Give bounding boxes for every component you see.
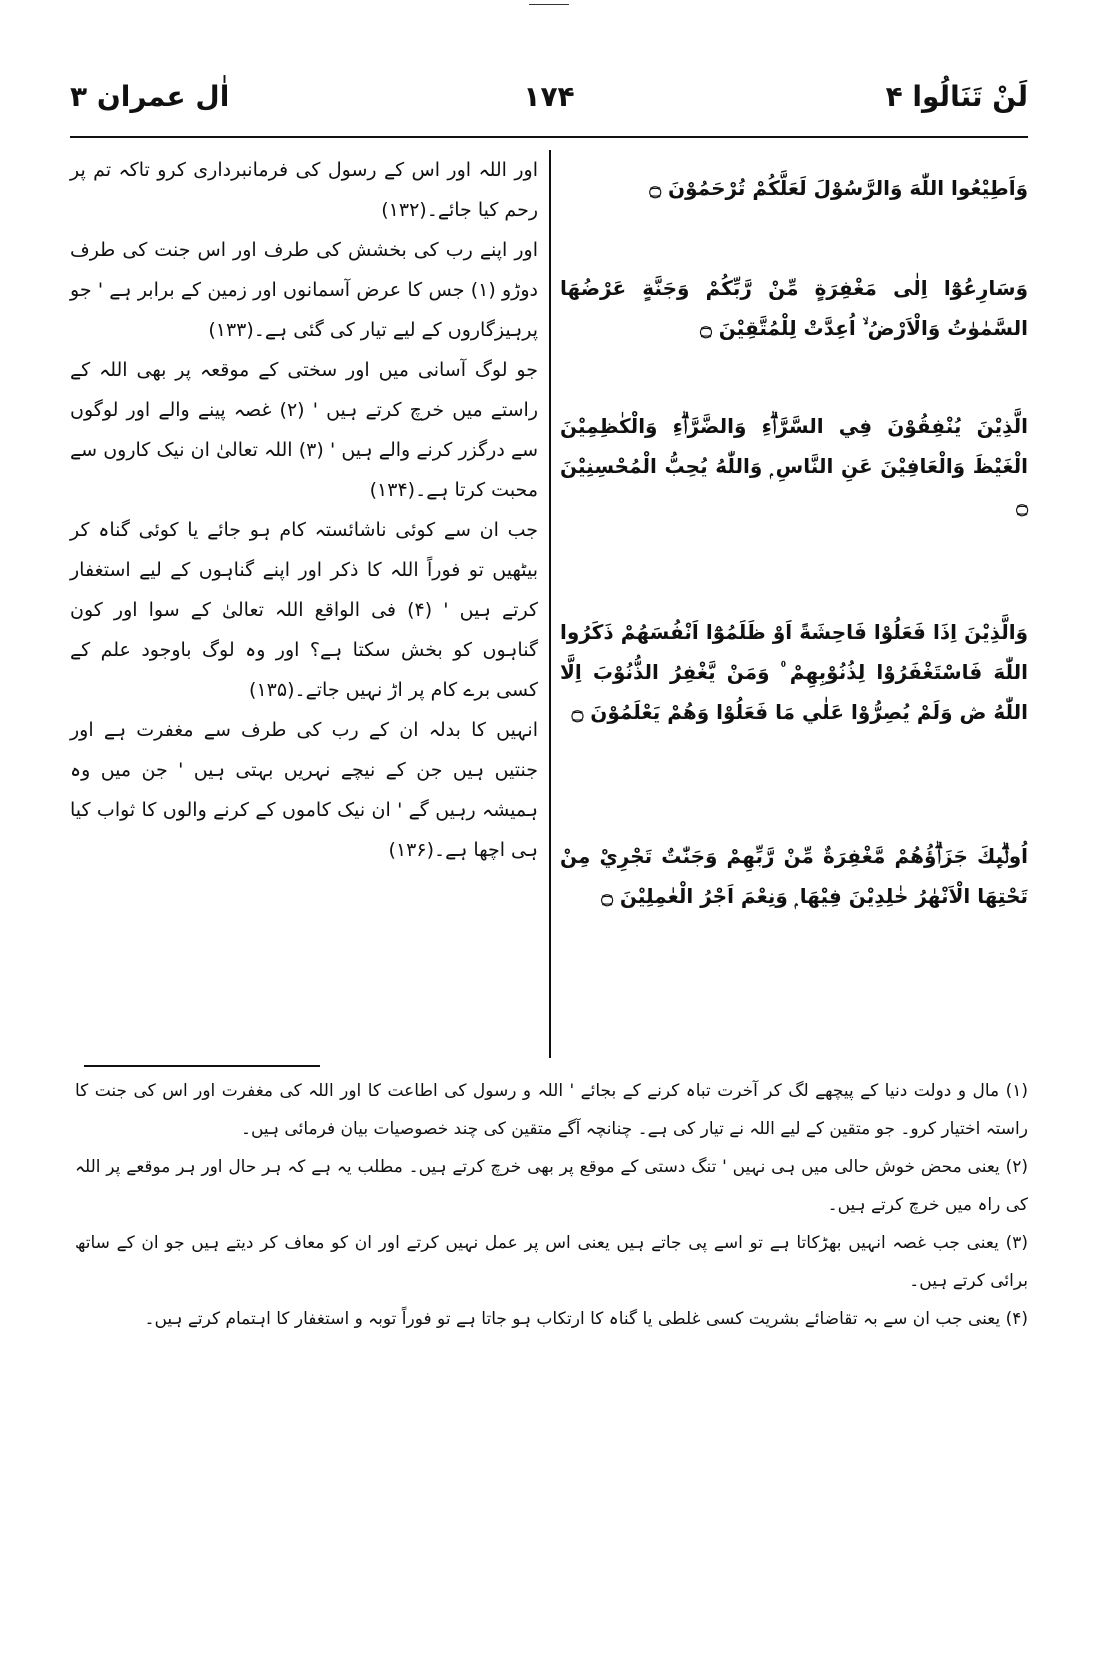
footnote-2: (۲) یعنی محض خوش حالی میں ہی نہیں ' تنگ دستی کے موقع پر بھی خرچ کرتے ہیں۔ مطلب یہ ہے کہ ہر حال اور ہر موقعے پر اللہ کی راہ میں خرچ کرتے ہیں۔ <box>75 1157 1028 1215</box>
translation-column <box>70 150 538 1050</box>
juz-title: لَنْ تَنَالُوا ۴ <box>885 80 1028 113</box>
arabic-column <box>560 150 1028 1050</box>
top-mark <box>529 4 569 5</box>
translation-132: اور اللہ اور اس کے رسول کی فرمانبرداری کرو تاکہ تم پر رحم کیا جائے۔(۱۳۲) <box>70 159 538 221</box>
arabic-verse-136: اُولٰۗىِٕكَ جَزَاۗؤُھُمْ مَّغْفِرَةٌ مِّنْ رَّبِّھِمْ وَجَنّٰتٌ تَجْرِيْ مِنْ تَحْتِهَا الْاَنْهٰرُ خٰلِدِيْنَ فِيْهَا ۭ وَنِعْمَ اَجْرُ الْعٰمِلِيْنَ ۝ <box>560 844 1028 908</box>
footnote-3: (۳) یعنی جب غصہ انہیں بھڑکاتا ہے تو اسے پی جاتے ہیں یعنی اس پر عمل نہیں کرتے اور ان کو معاف کر دیتے ہیں جو ان کے ساتھ برائی کرتے ہیں۔ <box>75 1233 1028 1291</box>
surah-title: اٰل عمران ۳ <box>70 80 230 113</box>
arabic-verse-133: وَسَارِعُوْٓا اِلٰى مَغْفِرَةٍ مِّنْ رَّبِّكُمْ وَجَنَّةٍ عَرْضُهَا السَّمٰوٰتُ وَالْاَرْضُ ۙ اُعِدَّتْ لِلْمُتَّقِيْنَ ۝ <box>560 276 1028 340</box>
translation-136: انہیں کا بدلہ ان کے رب کی طرف سے مغفرت ہے اور جنتیں ہیں جن کے نیچے نہریں بہتی ہیں ' جن میں وہ ہمیشہ رہیں گے ' ان نیک کاموں کے کرنے والوں کا ثواب کیا ہی اچھا ہے۔(۱۳۶) <box>70 719 538 861</box>
translation-134: جو لوگ آسانی میں اور سختی کے موقعہ پر بھی اللہ کے راستے میں خرچ کرتے ہیں ' (۲) غصہ پینے والے اور لوگوں سے درگزر کرنے والے ہیں ' (۳) اللہ تعالیٰ ان نیک کاروں سے محبت کرتا ہے۔(۱۳۴) <box>70 359 539 501</box>
arabic-verse-135: وَالَّذِيْنَ اِذَا فَعَلُوْا فَاحِشَةً اَوْ ظَلَمُوْٓا اَنْفُسَھُمْ ذَكَرُوا اللّٰهَ فَاسْتَغْفَرُوْا لِذُنُوْبِھِمْ ۠ وَمَنْ يَّغْفِرُ الذُّنُوْبَ اِلَّا اللّٰهُ ڞ وَلَمْ يُصِرُّوْا عَلٰي مَا فَعَلُوْا وَھُمْ يَعْلَمُوْنَ ۝ <box>560 620 1028 724</box>
translation-133: اور اپنے رب کی بخشش کی طرف اور اس جنت کی طرف دوڑو (۱) جس کا عرض آسمانوں اور زمین کے برابر ہے ' جو پرہیزگاروں کے لیے تیار کی گئی ہے۔(۱۳۳) <box>70 239 538 341</box>
footnotes <box>75 1072 1028 1338</box>
footnote-4: (۴) یعنی جب ان سے بہ تقاضائے بشریت کسی غلطی یا گناہ کا ارتکاب ہو جاتا ہے تو فوراً توبہ و استغفار کا اہتمام کرتے ہیں۔ <box>144 1309 1028 1329</box>
page-number: ۱۷۴ <box>523 80 575 113</box>
arabic-verse-132: وَاَطِيْعُوا اللّٰهَ وَالرَّسُوْلَ لَعَلَّكُمْ تُرْحَمُوْنَ ۝ <box>649 176 1028 200</box>
translation-135: جب ان سے کوئی ناشائستہ کام ہو جائے یا کوئی گناہ کر بیٹھیں تو فوراً اللہ کا ذکر اور اپنے گناہوں کے لیے استغفار کرتے ہیں ' (۴) فی الواقع اللہ تعالیٰ کے سوا اور کون گناہوں کو بخش سکتا ہے؟ اور وہ لوگ باوجود علم کے کسی برے کام پر اڑ نہیں جاتے۔(۱۳۵) <box>70 519 538 701</box>
footnote-1: (۱) مال و دولت دنیا کے پیچھے لگ کر آخرت تباہ کرنے کے بجائے ' اللہ و رسول کی اطاعت کا اور اللہ کی مغفرت اور اس کی جنت کا راستہ اختیار کرو۔ جو متقین کے لیے اللہ نے تیار کی ہے۔ چنانچہ آگے متقین کی چند خصوصیات بیان فرمائی ہیں۔ <box>75 1081 1028 1139</box>
arabic-verse-134: الَّذِيْنَ يُنْفِقُوْنَ فِي السَّرَّاۗءِ وَالضَّرَّاۗءِ وَالْكٰظِمِيْنَ الْغَيْظَ وَالْعَافِيْنَ عَنِ النَّاسِ ۭ وَاللّٰهُ يُحِبُّ الْمُحْسِنِيْنَ ۝ <box>560 414 1028 518</box>
page-header <box>70 80 1028 130</box>
column-divider <box>549 150 551 1058</box>
header-rule <box>70 136 1028 138</box>
footnote-rule <box>84 1065 320 1067</box>
